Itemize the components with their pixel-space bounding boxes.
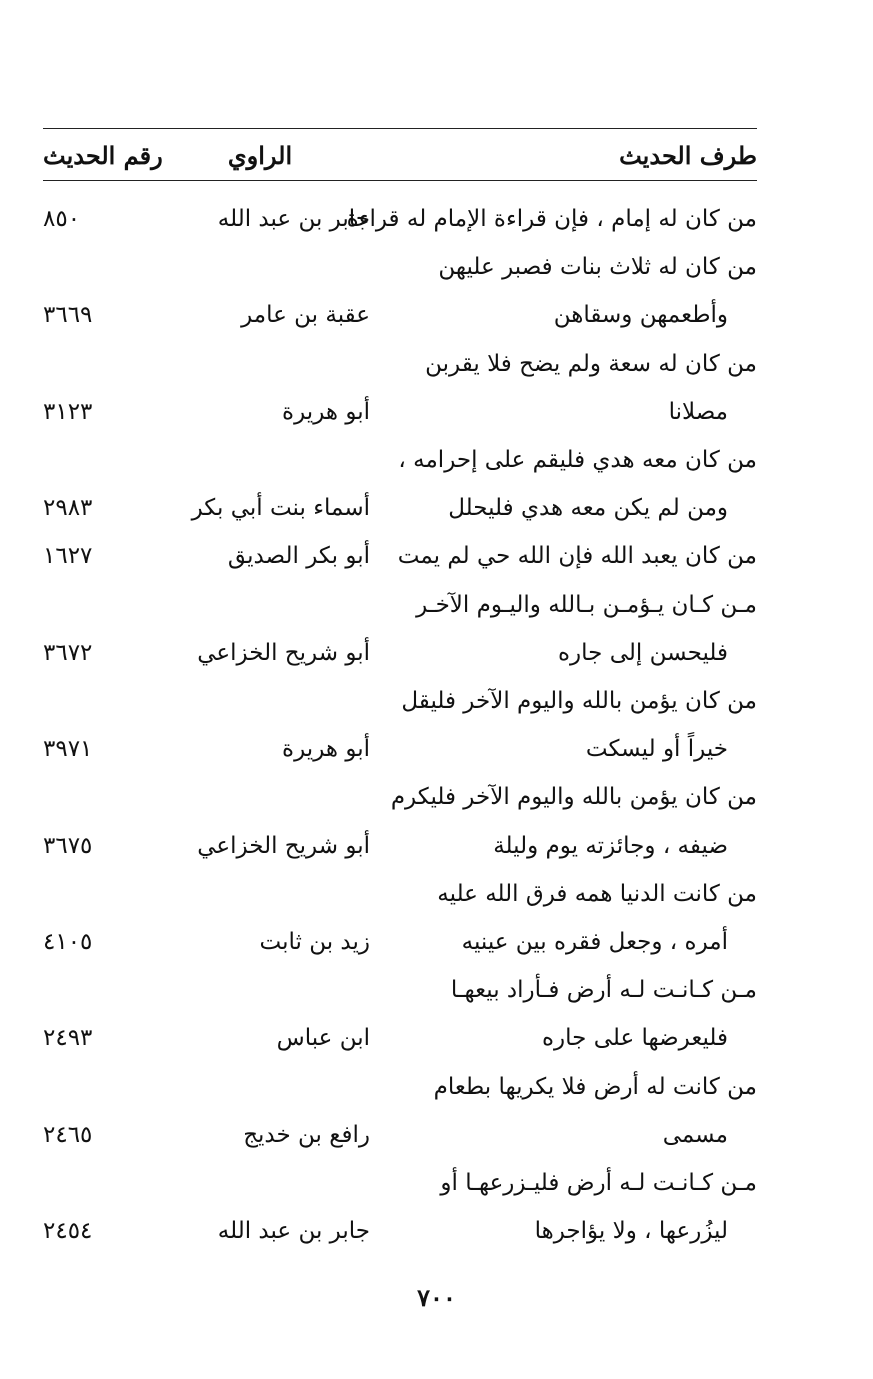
narrator-name: رافع بن خديج (243, 1122, 370, 1148)
hadith-text-line: مـن كـان يـؤمـن بـالله واليـوم الآخـر (416, 592, 757, 618)
hadith-number: ٢٤٩٣ (43, 1025, 93, 1051)
hadith-text-line: من كان له سعة ولم يضح فلا يقربن (425, 351, 757, 377)
hadith-number: ٣٦٧٥ (43, 833, 93, 859)
column-header-hadith-start: طرف الحديث (619, 141, 757, 170)
narrator-name: زيد بن ثابت (259, 929, 370, 955)
narrator-name: أبو شريح الخزاعي (197, 833, 370, 859)
hadith-text-continuation: فليعرضها على جاره (542, 1025, 728, 1051)
hadith-text-continuation: وأطعمهن وسقاهن (553, 302, 728, 328)
hadith-text-line: من كان معه هدي فليقم على إحرامه ، (398, 447, 757, 473)
hadith-number: ٣٩٧١ (43, 736, 93, 762)
hadith-text-continuation: فليحسن إلى جاره (558, 640, 728, 666)
hadith-text-line: من كان له ثلاث بنات فصبر عليهن (438, 254, 757, 280)
header-top-rule (43, 128, 757, 129)
hadith-number: ١٦٢٧ (43, 543, 93, 569)
column-header-hadith-number: رقم الحديث (43, 141, 163, 170)
hadith-text-line: من كان يعبد الله فإن الله حي لم يمت (397, 543, 757, 569)
narrator-name: أسماء بنت أبي بكر (191, 495, 370, 521)
hadith-number: ٣٦٧٢ (43, 640, 93, 666)
hadith-number: ٢٤٥٤ (43, 1218, 93, 1244)
hadith-number: ٤١٠٥ (43, 929, 93, 955)
hadith-text-continuation: أمره ، وجعل فقره بين عينيه (461, 929, 728, 955)
hadith-text-line: من كان يؤمن بالله واليوم الآخر فليقل (401, 688, 757, 714)
hadith-text-line: من كان له إمام ، فإن قراءة الإمام له قراءة (346, 206, 757, 232)
hadith-text-line: مـن كـانـت لـه أرض فليـزرعهـا أو (440, 1170, 757, 1196)
narrator-name: عقبة بن عامر (241, 302, 370, 328)
hadith-number: ٢٩٨٣ (43, 495, 93, 521)
hadith-text-continuation: مصلانا (668, 399, 728, 425)
narrator-name: أبو هريرة (282, 736, 370, 762)
hadith-number: ٨٥٠ (43, 206, 81, 232)
hadith-text-continuation: ومن لم يكن معه هدي فليحلل (448, 495, 728, 521)
hadith-number: ٣٦٦٩ (43, 302, 93, 328)
hadith-text-line: مـن كـانـت لـه أرض فـأراد بيعهـا (450, 977, 757, 1003)
narrator-name: أبو هريرة (282, 399, 370, 425)
page-number: ٧٠٠ (417, 1283, 456, 1312)
hadith-text-line: من كان يؤمن بالله واليوم الآخر فليكرم (390, 784, 757, 810)
narrator-name: ابن عباس (276, 1025, 370, 1051)
column-header-narrator: الراوي (227, 141, 293, 170)
narrator-name: أبو شريح الخزاعي (197, 640, 370, 666)
hadith-text-line: من كانت له أرض فلا يكريها بطعام (433, 1074, 757, 1100)
hadith-text-continuation: خيراً أو ليسكت (585, 736, 728, 762)
narrator-name: جابر بن عبد الله (217, 206, 370, 232)
hadith-number: ٢٤٦٥ (43, 1122, 93, 1148)
hadith-text-continuation: مسمى (662, 1122, 728, 1148)
hadith-text-continuation: ضيفه ، وجائزته يوم وليلة (493, 833, 728, 859)
narrator-name: جابر بن عبد الله (217, 1218, 370, 1244)
hadith-number: ٣١٢٣ (43, 399, 93, 425)
hadith-text-continuation: ليزُرعها ، ولا يؤاجرها (534, 1218, 728, 1244)
hadith-text-line: من كانت الدنيا همه فرق الله عليه (437, 881, 757, 907)
narrator-name: أبو بكر الصديق (227, 543, 370, 569)
header-bottom-rule (43, 180, 757, 181)
